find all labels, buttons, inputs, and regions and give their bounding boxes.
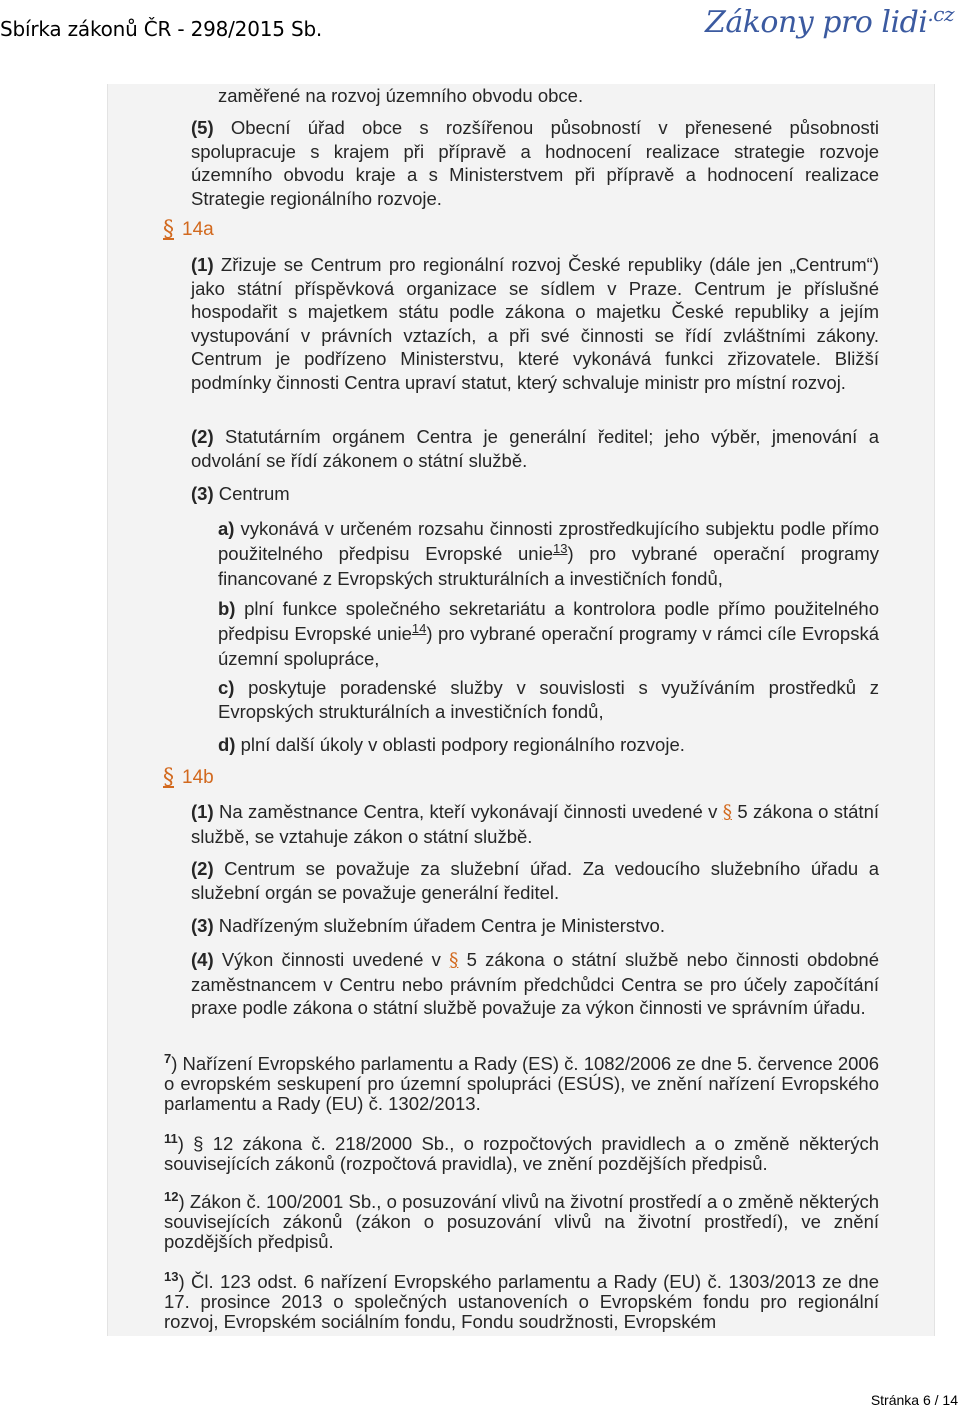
paragraph-5: (5) Obecní úřad obce s rozšířenou působností v přenesené působnosti spolupracuje s krajem při přípravě a hodnocení realizace strategie rozvoje územního obvodu kraje a s Ministerstvem při přípravě a hodnocení realizace Strategie regionálního rozvoje. bbox=[191, 117, 879, 209]
logo-main: Zákony pro lidi bbox=[704, 5, 928, 40]
s14b-paragraph-1: (1) Na zaměstnance Centra, kteří vykonávají činnosti uvedené v § 5 zákona o státní službě, se vztahuje zákon o státní službě. bbox=[191, 801, 880, 847]
footnote-12: $^{12}$) Zákon č. 100/2001 Sb., o posuzování vlivů na životní prostředí a o změně některých souvisejících zákonů (zákon o posuzování vlivů na životní prostředí), ve znění pozdějších předpisů. bbox=[164, 1188, 879, 1252]
intro-line: zaměřené na rozvoj územního obvodu obce. bbox=[218, 85, 584, 106]
s14a-paragraph-3: (3) Centrum bbox=[191, 483, 290, 504]
footnote-11: $^{11}$) § 12 zákona č. 218/2000 Sb., o rozpočtových pravidlech a o změně některých souvisejících zákonů (rozpočtová pravidla), ve znění pozdějších předpisů. bbox=[164, 1130, 879, 1174]
section-link-5[interactable]: § bbox=[722, 802, 732, 823]
law-text-panel bbox=[107, 84, 935, 1336]
page-number: Stránka 6 / 14 bbox=[870, 1392, 958, 1408]
section-14a-heading[interactable]: § 14a bbox=[163, 217, 214, 242]
s14a-item-c: c) poskytuje poradenské služby v souvislosti s využíváním prostředků z Evropských strukturálních a investičních fondů, bbox=[218, 677, 879, 722]
footnote-ref-13[interactable]: 13 bbox=[553, 540, 568, 556]
s14b-paragraph-4: (4) Výkon činnosti uvedené v § 5 zákona o státní službě nebo činnosti obdobné zaměstnancem v Centru nebo právním předchůdci Centra se pro účely započítání praxe podle zákona o státní službě považuje za výkon činnosti ve správním úřadu. bbox=[191, 949, 880, 1018]
section-link-5[interactable]: § bbox=[449, 950, 459, 971]
s14b-paragraph-2: (2) Centrum se považuje za služební úřad. Za vedoucího služebního úřadu a služební orgán se považuje generální ředitel. bbox=[191, 858, 879, 903]
document-title: Sbírka zákonů ČR - 298/2015 Sb. bbox=[0, 17, 323, 41]
site-logo[interactable] bbox=[705, 2, 954, 40]
footnote-ref-14[interactable]: 14 bbox=[411, 620, 427, 636]
footnote-7: $^7$) Nařízení Evropského parlamentu a Rady (ES) č. 1082/2006 ze dne 5. července 2006 o evropském seskupení pro územní spolupráci (ESÚS), ve znění nařízení Evropského parlamentu a Rady (EU) č. 1302/2013. bbox=[164, 1050, 879, 1114]
s14b-paragraph-3: (3) Nadřízeným služebním úřadem Centra je Ministerstvo. bbox=[191, 915, 665, 936]
page-header bbox=[0, 0, 960, 58]
s14a-item-b: b) plní funkce společného sekretariátu a kontrolora podle přímo použitelného předpisu Evropské unie$^{14}$) pro vybrané operační programy v rámci cíle Evropská územní spolupráce, bbox=[218, 598, 880, 669]
s14a-paragraph-2: (2) Statutárním orgánem Centra je generální ředitel; jeho výběr, jmenování a odvolání se řídí zákonem o státní službě. bbox=[191, 426, 879, 471]
footnote-13: $^{13}$) Čl. 123 odst. 6 nařízení Evropského parlamentu a Rady (EU) č. 1303/2013 ze dne 17. prosince 2013 o společných ustanoveních o Evropském fondu pro regionální rozvoj, Evropském sociálním fondu, Fondu soudržnosti, Evropském bbox=[164, 1268, 879, 1332]
s14a-item-a: a) vykonává v určeném rozsahu činnosti zprostředkujícího subjektu podle přímo použitelného předpisu Evropské unie$^{13}$) pro vybrané operační programy financované z Evropských strukturálních a investičních fondů, bbox=[218, 518, 879, 589]
s14a-paragraph-1: (1) Zřizuje se Centrum pro regionální rozvoj České republiky (dále jen „Centrum“) jako státní příspěvková organizace se sídlem v Praze. Centrum je příslušné hospodařit s majetkem státu podle zákona o majetku České republiky a jejím vystupování v právních vztazích, a při své činnosti se řídí zvláštními zákony. Centrum je podřízeno Ministerstvu, které vykonává funkci zřizovatele. Bližší podmínky činnosti Centra upraví statut, který schvaluje ministr pro místní rozvoj. bbox=[191, 254, 879, 393]
logo-tld: .cz bbox=[927, 2, 954, 26]
section-symbol-icon: § bbox=[163, 217, 174, 242]
s14a-item-d: d) plní další úkoly v oblasti podpory regionálního rozvoje. bbox=[218, 734, 685, 755]
section-14b-heading[interactable]: § 14b bbox=[163, 765, 214, 790]
section-symbol-icon: § bbox=[163, 765, 174, 790]
